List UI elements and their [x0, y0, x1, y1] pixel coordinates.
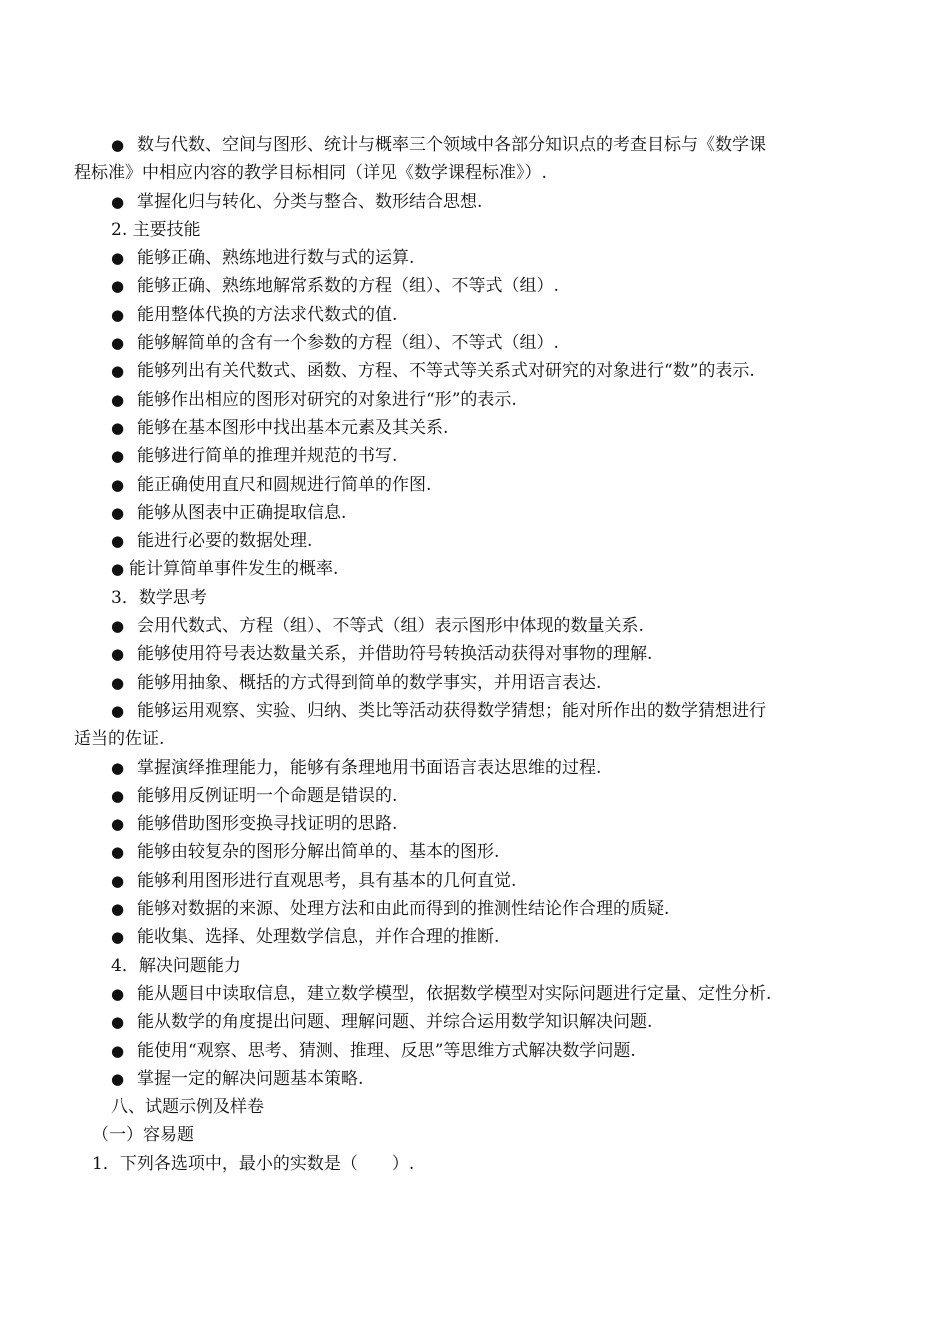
bullet-icon: ●	[111, 928, 125, 947]
bullet-item	[0, 357, 950, 385]
bullet-icon: ●	[111, 305, 125, 324]
bullet-icon: ●	[111, 475, 125, 494]
bullet-icon: ●	[111, 843, 125, 862]
line-text: 2. 主要技能	[111, 219, 201, 240]
bullet-item	[0, 471, 950, 499]
bullet-item	[0, 386, 950, 414]
bullet-item	[0, 980, 950, 1008]
line-text: 能够解简单的含有一个参数的方程（组）、不等式（组）.	[137, 333, 559, 354]
bullet-item	[0, 244, 950, 272]
bullet-item	[0, 669, 950, 697]
bullet-icon: ●	[111, 390, 125, 409]
bullet-item	[0, 329, 950, 357]
bullet-item	[0, 301, 950, 329]
line-text: 程标准》中相应内容的教学目标相同（详见《数学课程标准》）.	[74, 163, 547, 184]
line-text: 能够由较复杂的图形分解出简单的、基本的图形.	[137, 842, 500, 863]
bullet-item	[0, 754, 950, 782]
bullet-icon: ●	[111, 532, 125, 551]
bullet-item	[0, 782, 950, 810]
bullet-item	[0, 923, 950, 951]
bullet-item	[0, 1065, 950, 1093]
line-text: 能够进行简单的推理并规范的书写.	[137, 446, 398, 467]
line-text: 能够利用图形进行直观思考，具有基本的几何直觉.	[137, 870, 517, 891]
bullet-item	[0, 131, 950, 159]
bullet-icon: ●	[111, 249, 125, 268]
line-text: （一）容易题	[92, 1125, 194, 1146]
bullet-icon: ●	[111, 192, 125, 211]
bullet-icon: ●	[111, 334, 125, 353]
bullet-icon: ●	[111, 617, 125, 636]
bullet-icon: ●	[111, 136, 125, 154]
line-text: 会用代数式、方程（组）、不等式（组）表示图形中体现的数量关系.	[137, 616, 644, 637]
bullet-icon: ●	[111, 786, 125, 805]
line-text: 掌握一定的解决问题基本策略.	[137, 1068, 364, 1089]
bullet-item	[0, 555, 950, 583]
bullet-icon: ●	[111, 871, 125, 890]
bullet-icon: ●	[111, 701, 125, 720]
bullet-icon: ●	[111, 560, 125, 579]
line-text: 能够用反例证明一个命题是错误的.	[137, 785, 398, 806]
line-text: 能够在基本图形中找出基本元素及其关系.	[137, 417, 449, 438]
bullet-icon: ●	[111, 900, 125, 919]
bullet-item	[0, 414, 950, 442]
line-text: 4．解决问题能力	[111, 955, 241, 976]
section-heading	[0, 584, 950, 612]
bullet-item	[0, 499, 950, 527]
bullet-item	[0, 527, 950, 555]
bullet-item	[0, 272, 950, 300]
bullet-item	[0, 810, 950, 838]
bullet-icon: ●	[111, 673, 125, 692]
bullet-item	[0, 442, 950, 470]
line-text: 能使用“观察、思考、猜测、推理、反思”等思维方式解决数学问题.	[137, 1040, 636, 1061]
line-text: 能用整体代换的方法求代数式的值.	[137, 304, 398, 325]
bullet-icon: ●	[111, 277, 125, 296]
bullet-item	[0, 697, 950, 725]
section-heading	[0, 952, 950, 980]
line-text: 能够对数据的来源、处理方法和由此而得到的推测性结论作合理的质疑.	[137, 899, 670, 920]
bullet-item	[0, 188, 950, 216]
line-text: 能够用抽象、概括的方式得到简单的数学事实，并用语言表达.	[137, 672, 602, 693]
continuation-line	[0, 159, 950, 187]
line-text: 能从数学的角度提出问题、理解问题、并综合运用数学知识解决问题.	[137, 1012, 653, 1033]
line-text: 能够正确、熟练地进行数与式的运算.	[137, 248, 415, 269]
bullet-icon: ●	[111, 447, 125, 466]
subsection-heading	[0, 1121, 950, 1149]
section-heading	[0, 1093, 950, 1121]
line-text: 能正确使用直尺和圆规进行简单的作图.	[137, 474, 432, 495]
bullet-icon: ●	[111, 758, 125, 777]
line-text: 适当的佐证.	[74, 729, 165, 750]
bullet-icon: ●	[111, 1069, 125, 1088]
line-text: 能够作出相应的图形对研究的对象进行“形”的表示.	[137, 389, 517, 410]
line-text: 能收集、选择、处理数学信息，并作合理的推断.	[137, 927, 500, 948]
line-text: 1．下列各选项中，最小的实数是（ ）.	[92, 1153, 415, 1174]
line-text: 3．数学思考	[111, 587, 207, 608]
line-text: 八、试题示例及样卷	[111, 1097, 264, 1118]
section-heading	[0, 216, 950, 244]
bullet-item	[0, 1037, 950, 1065]
line-text: 能够运用观察、实验、归纳、类比等活动获得数学猜想；能对所作出的数学猜想进行	[137, 700, 766, 721]
bullet-icon: ●	[111, 984, 125, 1003]
line-text: 能够正确、熟练地解常系数的方程（组）、不等式（组）.	[137, 276, 559, 297]
line-text: 能计算简单事件发生的概率.	[129, 559, 339, 580]
line-text: 能够从图表中正确提取信息.	[137, 502, 347, 523]
document-page	[0, 131, 950, 1178]
bullet-item	[0, 838, 950, 866]
bullet-icon: ●	[111, 362, 125, 381]
bullet-icon: ●	[111, 1041, 125, 1060]
line-text: 掌握演绎推理能力，能够有条理地用书面语言表达思维的过程.	[137, 757, 602, 778]
bullet-item	[0, 895, 950, 923]
line-text: 能从题目中读取信息，建立数学模型，依据数学模型对实际问题进行定量、定性分析.	[137, 983, 772, 1004]
bullet-icon: ●	[111, 418, 125, 437]
line-text: 能够借助图形变换寻找证明的思路.	[137, 814, 398, 835]
bullet-item	[0, 640, 950, 668]
line-text: 能进行必要的数据处理.	[137, 531, 313, 552]
bullet-icon: ●	[111, 815, 125, 834]
bullet-icon: ●	[111, 645, 125, 664]
question-item	[0, 1150, 950, 1178]
line-text: 能够列出有关代数式、函数、方程、不等式等关系式对研究的对象进行“数”的表示.	[137, 361, 755, 382]
bullet-item	[0, 612, 950, 640]
line-text: 数与代数、空间与图形、统计与概率三个领域中各部分知识点的考查目标与《数学课	[137, 135, 766, 155]
line-text: 掌握化归与转化、分类与整合、数形结合思想.	[137, 191, 483, 212]
bullet-icon: ●	[111, 503, 125, 522]
bullet-icon: ●	[111, 1013, 125, 1032]
continuation-line	[0, 725, 950, 753]
bullet-item	[0, 1008, 950, 1036]
line-text: 能够使用符号表达数量关系，并借助符号转换活动获得对事物的理解.	[137, 644, 653, 665]
bullet-item	[0, 867, 950, 895]
